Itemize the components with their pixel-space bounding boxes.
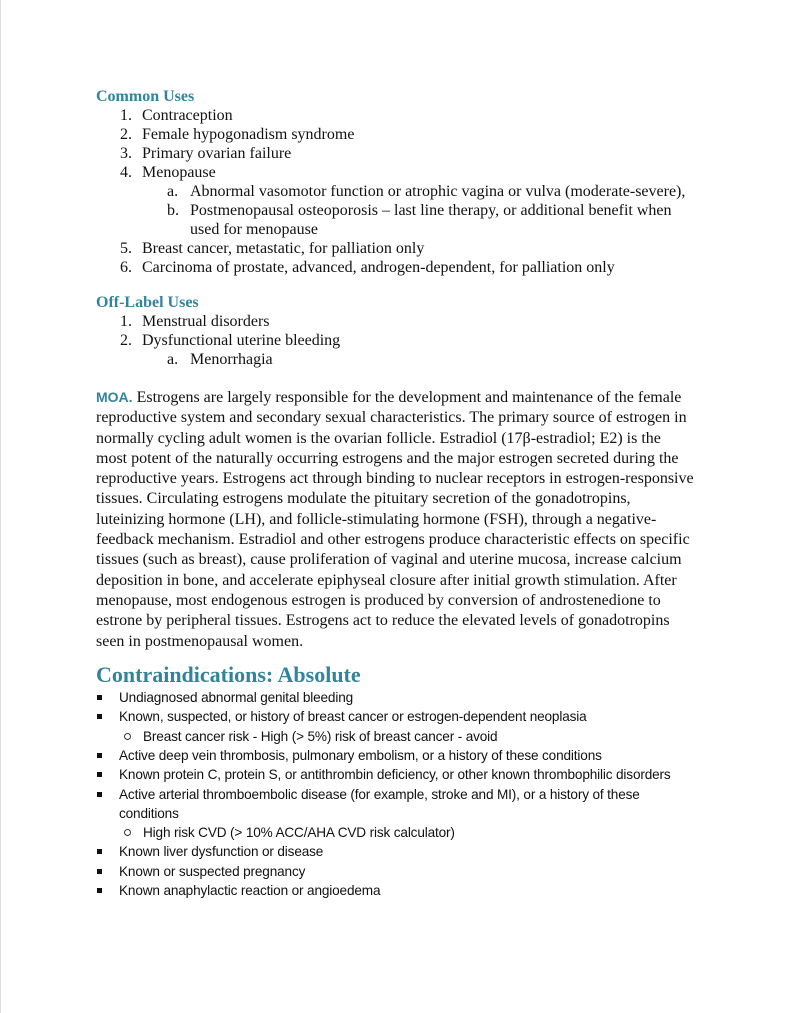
list-item: Menstrual disorders [142,313,270,330]
contraindication-item: Undiagnosed abnormal genital bleeding [119,690,354,705]
contraindication-item: Known, suspected, or history of breast cancer or estrogen-dependent neoplasia [119,709,587,725]
contraindication-item: Known liver dysfunction or disease [119,844,324,860]
moa-line: tissues (such as breast), cause proliferation of vaginal and uterine mucosa, increase calcium [96,551,682,569]
moa-line: reproductive system and secondary sexual characteristics. The primary source of estrogen in [96,409,687,427]
contraindication-item: Active arterial thromboembolic disease (for example, stroke and MI), or a history of these [119,786,640,802]
moa-line: reproductive years. Estrogens act through binding to nuclear receptors in estrogen-responsive [96,470,694,488]
square-bullet-icon [97,753,102,758]
list-marker: 5. [120,240,132,257]
moa-line: estrone by peripheral tissues. Estrogens act to reduce the elevated levels of gonadotropins [96,612,670,630]
square-bullet-icon [97,888,102,893]
contraindication-item: conditions [119,805,179,821]
square-bullet-icon [97,849,102,854]
list-marker: 2. [120,332,132,349]
moa-line: most potent of the naturally occurring estrogens and the major estrogen secreted during the [96,449,679,467]
list-item: Carcinoma of prostate, advanced, androgen-dependent, for palliation only [142,259,615,276]
list-marker: 3. [120,145,132,162]
circle-bullet-icon [124,733,131,740]
list-item: Dysfunctional uterine bleeding [142,332,341,349]
list-item: Menorrhagia [190,351,273,368]
moa-line: luteinizing hormone (LH), and follicle-stimulating hormone (FSH), through a negative- [96,510,657,528]
moa-line [96,387,694,408]
list-item: Menopause [142,164,216,181]
list-item: Contraception [142,107,233,124]
contraindication-item: Active deep vein thrombosis, pulmonary embolism, or a history of these conditions [119,747,602,763]
square-bullet-icon [97,714,102,719]
list-item: used for menopause [190,221,318,238]
square-bullet-icon [97,695,102,700]
list-item: Female hypogonadism syndrome [142,126,355,143]
square-bullet-icon [97,792,102,797]
contraindication-item: Known or suspected pregnancy [119,863,306,879]
off-label-heading: Off-Label Uses [96,294,199,311]
list-item: Abnormal vasomotor function or atrophic vagina or vulva (moderate-severe), [190,183,686,200]
list-item: Breast cancer, metastatic, for palliation only [142,240,425,257]
moa-line: menopause, most endogenous estrogen is produced by conversion of androstenedione to [96,591,661,609]
circle-bullet-icon [124,829,131,836]
list-marker: a. [167,351,179,368]
list-marker: 1. [120,107,132,124]
moa-paragraph [96,387,694,652]
contraindication-item: Known protein C, protein S, or antithrombin deficiency, or other known thrombophilic disorders [119,767,671,783]
list-marker: 6. [120,259,132,276]
moa-label: MOA. [96,389,133,405]
contraindication-item: Breast cancer risk - High (> 5%) risk of breast cancer - avoid [143,728,498,744]
moa-line: feedback mechanism. Estradiol and other estrogens produce characteristic effects on specific [96,531,690,549]
list-marker: 1. [120,313,132,330]
square-bullet-icon [97,772,102,777]
list-marker: 2. [120,126,132,143]
square-bullet-icon [97,869,102,874]
list-marker: b. [167,202,179,219]
common-uses-heading: Common Uses [96,88,195,105]
contraindications-heading: Contraindications: Absolute [96,662,361,687]
list-marker: a. [167,183,179,200]
moa-line: seen in postmenopausal women. [96,632,304,650]
contraindication-item: High risk CVD (> 10% ACC/AHA CVD risk calculator) [143,825,455,841]
list-marker: 4. [120,164,132,181]
moa-text: Estrogens are largely responsible for the development and maintenance of the female [136,389,682,406]
moa-line: normally cycling adult women is the ovarian follicle. Estradiol (17β-estradiol; E2) is the [96,429,661,447]
page-edge [0,0,1,1013]
moa-line: tissues. Circulating estrogens modulate the pituitary secretion of the gonadotropins, [96,490,631,508]
list-item: Primary ovarian failure [142,145,292,162]
moa-line: deposition in bone, and accelerate epiphyseal closure after initial growth stimulation. After [96,571,677,589]
list-item: Postmenopausal osteoporosis – last line therapy, or additional benefit when [190,202,672,219]
contraindication-item: Known anaphylactic reaction or angioedema [119,883,381,898]
